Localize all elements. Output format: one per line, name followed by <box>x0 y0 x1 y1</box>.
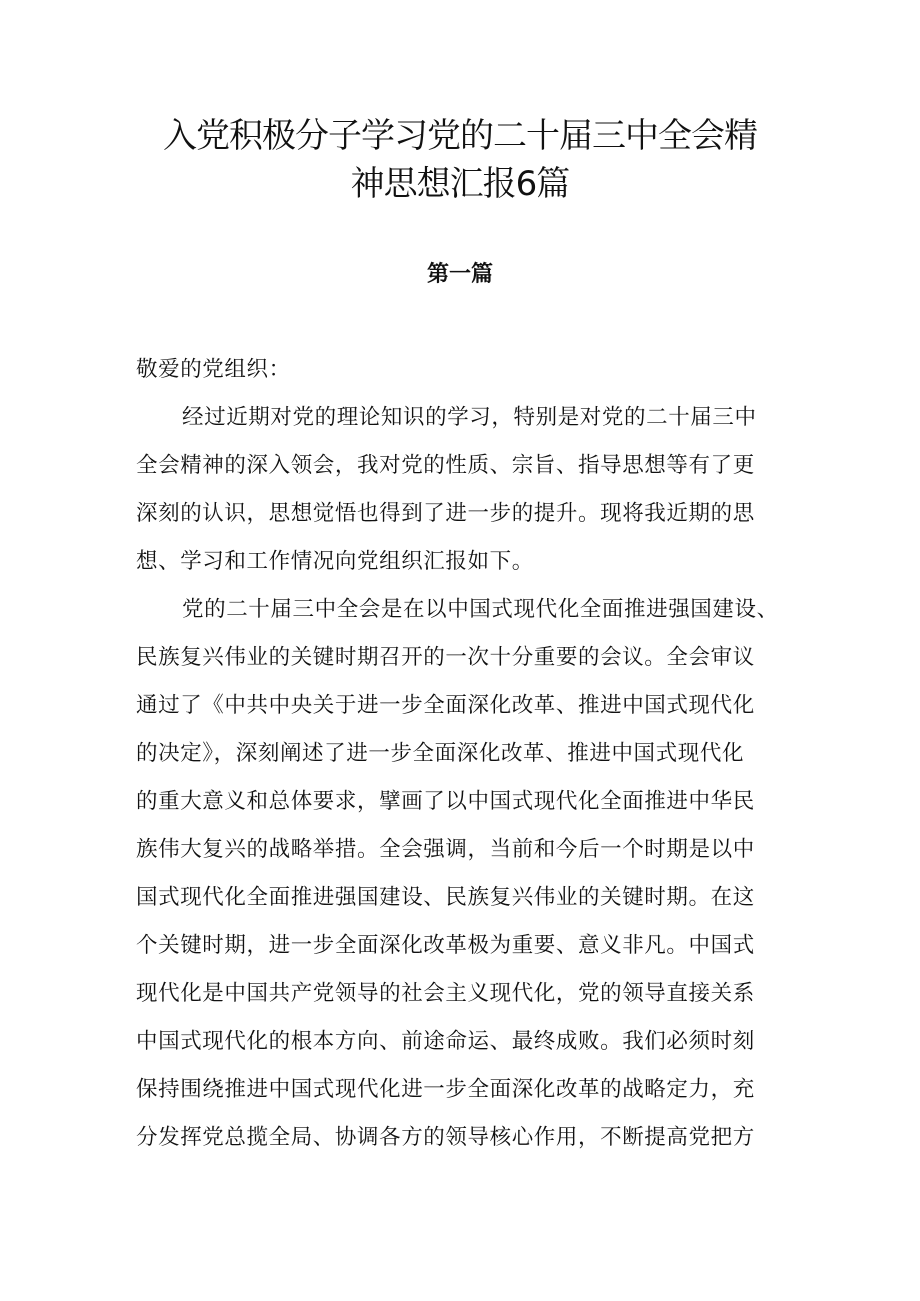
body-line: 经过近期对党的理论知识的学习，特别是对党的二十届三中 <box>182 405 757 430</box>
body-line: 国式现代化全面推进强国建设、民族复兴伟业的关键时期。在这 <box>136 885 755 910</box>
body-line: 的重大意义和总体要求，擘画了以中国式现代化全面推进中华民 <box>136 789 755 814</box>
body-line: 中国式现代化的根本方向、前途命运、最终成败。我们必须时刻 <box>136 1029 755 1054</box>
body-line: 党的二十届三中全会是在以中国式现代化全面推进强国建设、 <box>182 597 779 622</box>
title-line-1: 入党积极分子学习党的二十届三中全会精 <box>163 116 757 156</box>
body-line: 分发挥党总揽全局、协调各方的领导核心作用，不断提高党把方 <box>136 1125 755 1150</box>
body-line: 保持围绕推进中国式现代化进一步全面深化改革的战略定力，充 <box>136 1077 755 1102</box>
body-line: 通过了《中共中央关于进一步全面深化改革、推进中国式现代化 <box>136 693 755 718</box>
section-heading: 第一篇 <box>426 261 493 287</box>
body-line: 的决定》，深刻阐述了进一步全面深化改革、推进中国式现代化 <box>136 741 745 766</box>
body-line: 深刻的认识，思想觉悟也得到了进一步的提升。现将我近期的思 <box>136 501 755 526</box>
body-line: 民族复兴伟业的关键时期召开的一次十分重要的会议。全会审议 <box>136 645 755 670</box>
body-line: 现代化是中国共产党领导的社会主义现代化，党的领导直接关系 <box>136 981 755 1006</box>
body-line: 族伟大复兴的战略举措。全会强调，当前和今后一个时期是以中 <box>136 837 755 862</box>
salutation: 敬爱的党组织： <box>136 357 291 382</box>
body-line: 个关键时期，进一步全面深化改革极为重要、意义非凡。中国式 <box>136 933 755 958</box>
document-body <box>136 0 816 1301</box>
title-line-2: 神思想汇报6篇 <box>350 164 570 204</box>
body-line: 全会精神的深入领会，我对党的性质、宗旨、指导思想等有了更 <box>136 453 755 478</box>
body-line: 想、学习和工作情况向党组织汇报如下。 <box>136 549 534 574</box>
